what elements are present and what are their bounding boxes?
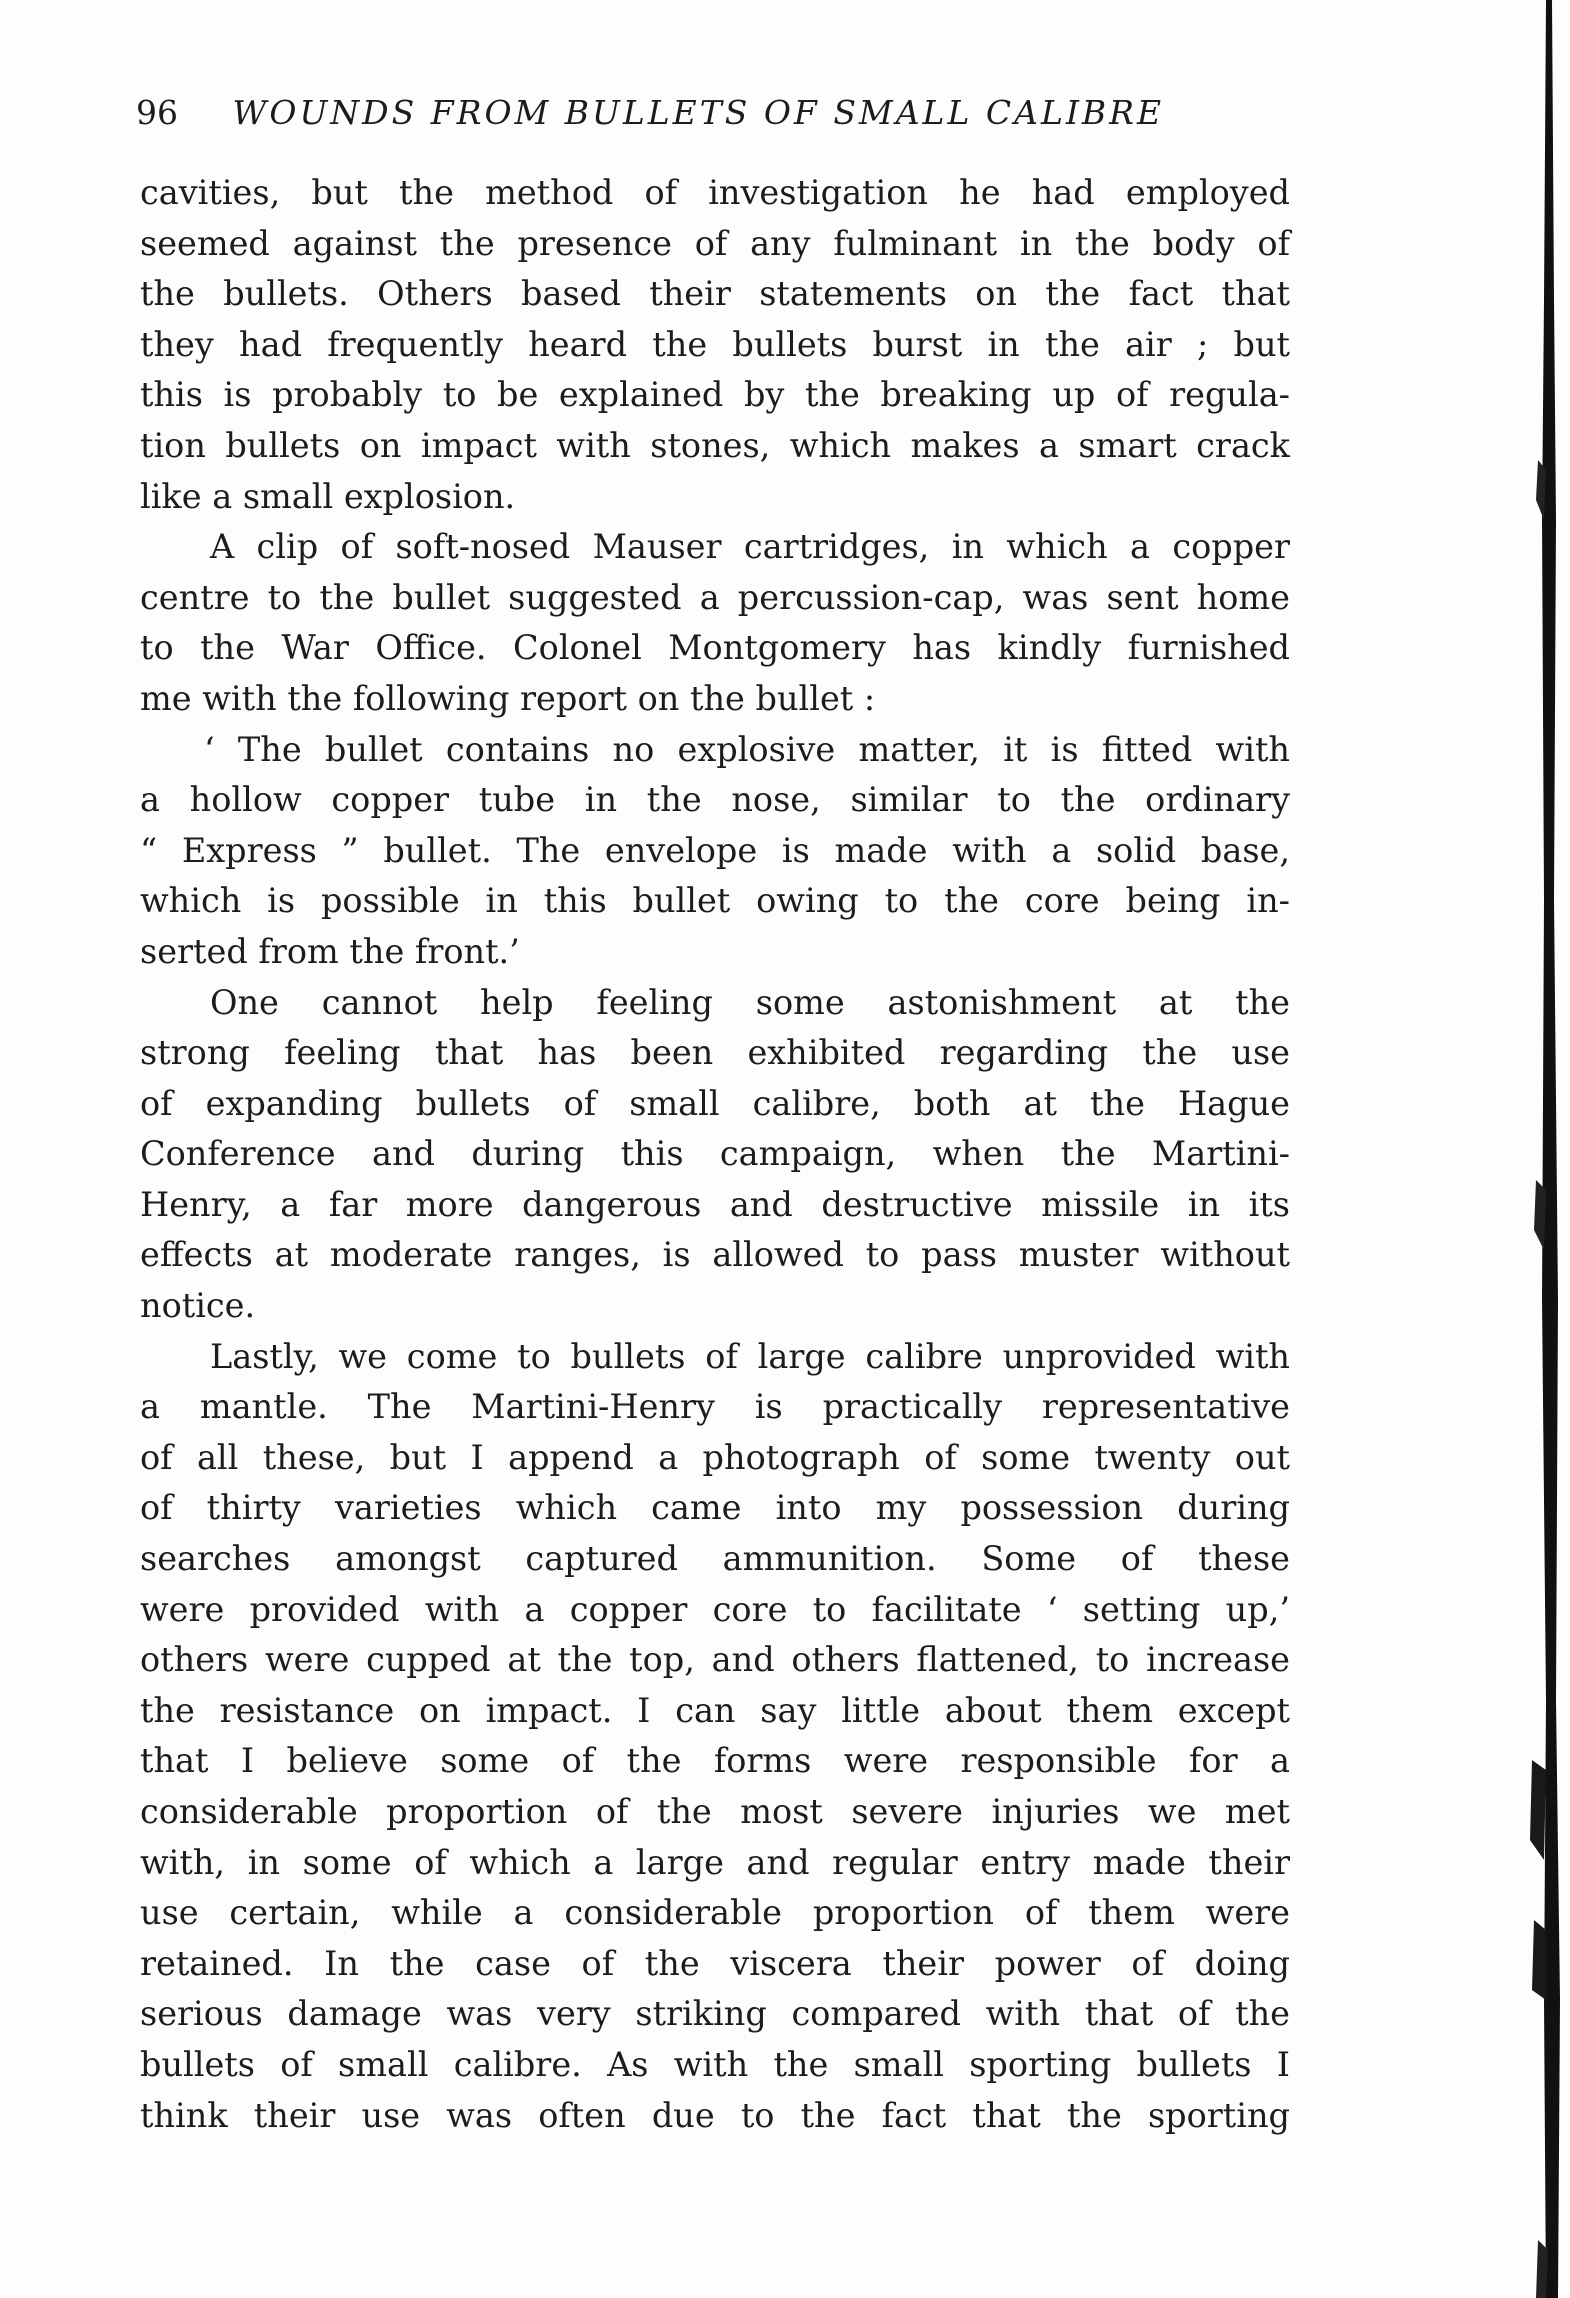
paragraph-4 [140, 978, 1290, 1332]
running-title: WOUNDS FROM BULLETS OF SMALL CALIBRE [232, 93, 1165, 132]
text-line: notice. [140, 1286, 256, 1326]
text-line: serious damage was very striking compared with that of the [140, 1994, 1290, 2034]
text-line: cavities, but the method of investigation he had employed [140, 173, 1290, 212]
text-line: Lastly, we come to bullets of large calibre unprovided with [210, 1336, 1290, 1376]
text-line: with, in some of which a large and regular entry made their [140, 1842, 1290, 1882]
text-line: effects at moderate ranges, is allowed to pass muster without [140, 1235, 1290, 1275]
text-line: a hollow copper tube in the nose, similar to the ordinary [140, 780, 1290, 820]
text-line: “ Express ” bullet. The envelope is made with a solid base, [140, 830, 1290, 870]
text-line: use certain, while a considerable proportion of them were [140, 1893, 1290, 1933]
body-text [140, 168, 1290, 2141]
binding-edge [1516, 0, 1570, 2298]
text-line: Henry, a far more dangerous and destructive missile in its [140, 1184, 1290, 1224]
text-line: they had frequently heard the bullets burst in the air ; but [140, 324, 1290, 364]
text-line: of expanding bullets of small calibre, both at the Hague [140, 1083, 1290, 1123]
text-line: A clip of soft-nosed Mauser cartridges, in which a copper [210, 527, 1290, 567]
text-line: centre to the bullet suggested a percussion-cap, was sent home [140, 577, 1290, 617]
text-line: think their use was often due to the fact that the sporting [140, 2095, 1290, 2135]
text-line: that I believe some of the forms were responsible for a [140, 1741, 1290, 1781]
text-line: of all these, but I append a photograph of some twenty out [140, 1437, 1290, 1477]
text-line: bullets of small calibre. As with the small sporting bullets I [140, 2044, 1290, 2084]
text-line: like a small explosion. [140, 476, 516, 516]
text-line: of thirty varieties which came into my possession during [140, 1488, 1290, 1528]
text-line: were provided with a copper core to facilitate ‘ setting up,’ [140, 1589, 1290, 1629]
paragraph-2 [140, 522, 1290, 724]
paragraph-1 [140, 168, 1290, 522]
text-line: others were cupped at the top, and others flattened, to increase [140, 1640, 1290, 1680]
text-line: One cannot help feeling some astonishment at the [210, 982, 1290, 1022]
text-line: Conference and during this campaign, when the Martini- [140, 1134, 1290, 1174]
quotation-paragraph [140, 725, 1290, 978]
text-line: seemed against the presence of any fulminant in the body of [140, 223, 1290, 263]
text-line: ‘ The bullet contains no explosive matter, it is fitted with [204, 729, 1290, 769]
text-line: searches amongst captured ammunition. Some of these [140, 1539, 1290, 1579]
page-number: 96 [136, 93, 178, 132]
text-line: retained. In the case of the viscera their power of doing [140, 1943, 1290, 1983]
text-line: the resistance on impact. I can say little about them except [140, 1690, 1290, 1730]
text-line: to the War Office. Colonel Montgomery has kindly furnished [140, 628, 1290, 668]
text-line: strong feeling that has been exhibited regarding the use [140, 1033, 1290, 1073]
page-header [136, 88, 1286, 138]
text-line: serted from the front.’ [140, 931, 520, 971]
text-line: this is probably to be explained by the breaking up of regula- [140, 375, 1290, 415]
text-line: a mantle. The Martini-Henry is practically representative [140, 1387, 1290, 1427]
text-line: which is possible in this bullet owing to the core being in- [140, 881, 1290, 921]
text-line: the bullets. Others based their statements on the fact that [140, 274, 1290, 314]
text-line: tion bullets on impact with stones, which makes a smart crack [140, 425, 1290, 465]
text-line: me with the following report on the bullet : [140, 678, 876, 718]
paragraph-5 [140, 1332, 1290, 2142]
text-line: considerable proportion of the most severe injuries we met [140, 1792, 1290, 1831]
